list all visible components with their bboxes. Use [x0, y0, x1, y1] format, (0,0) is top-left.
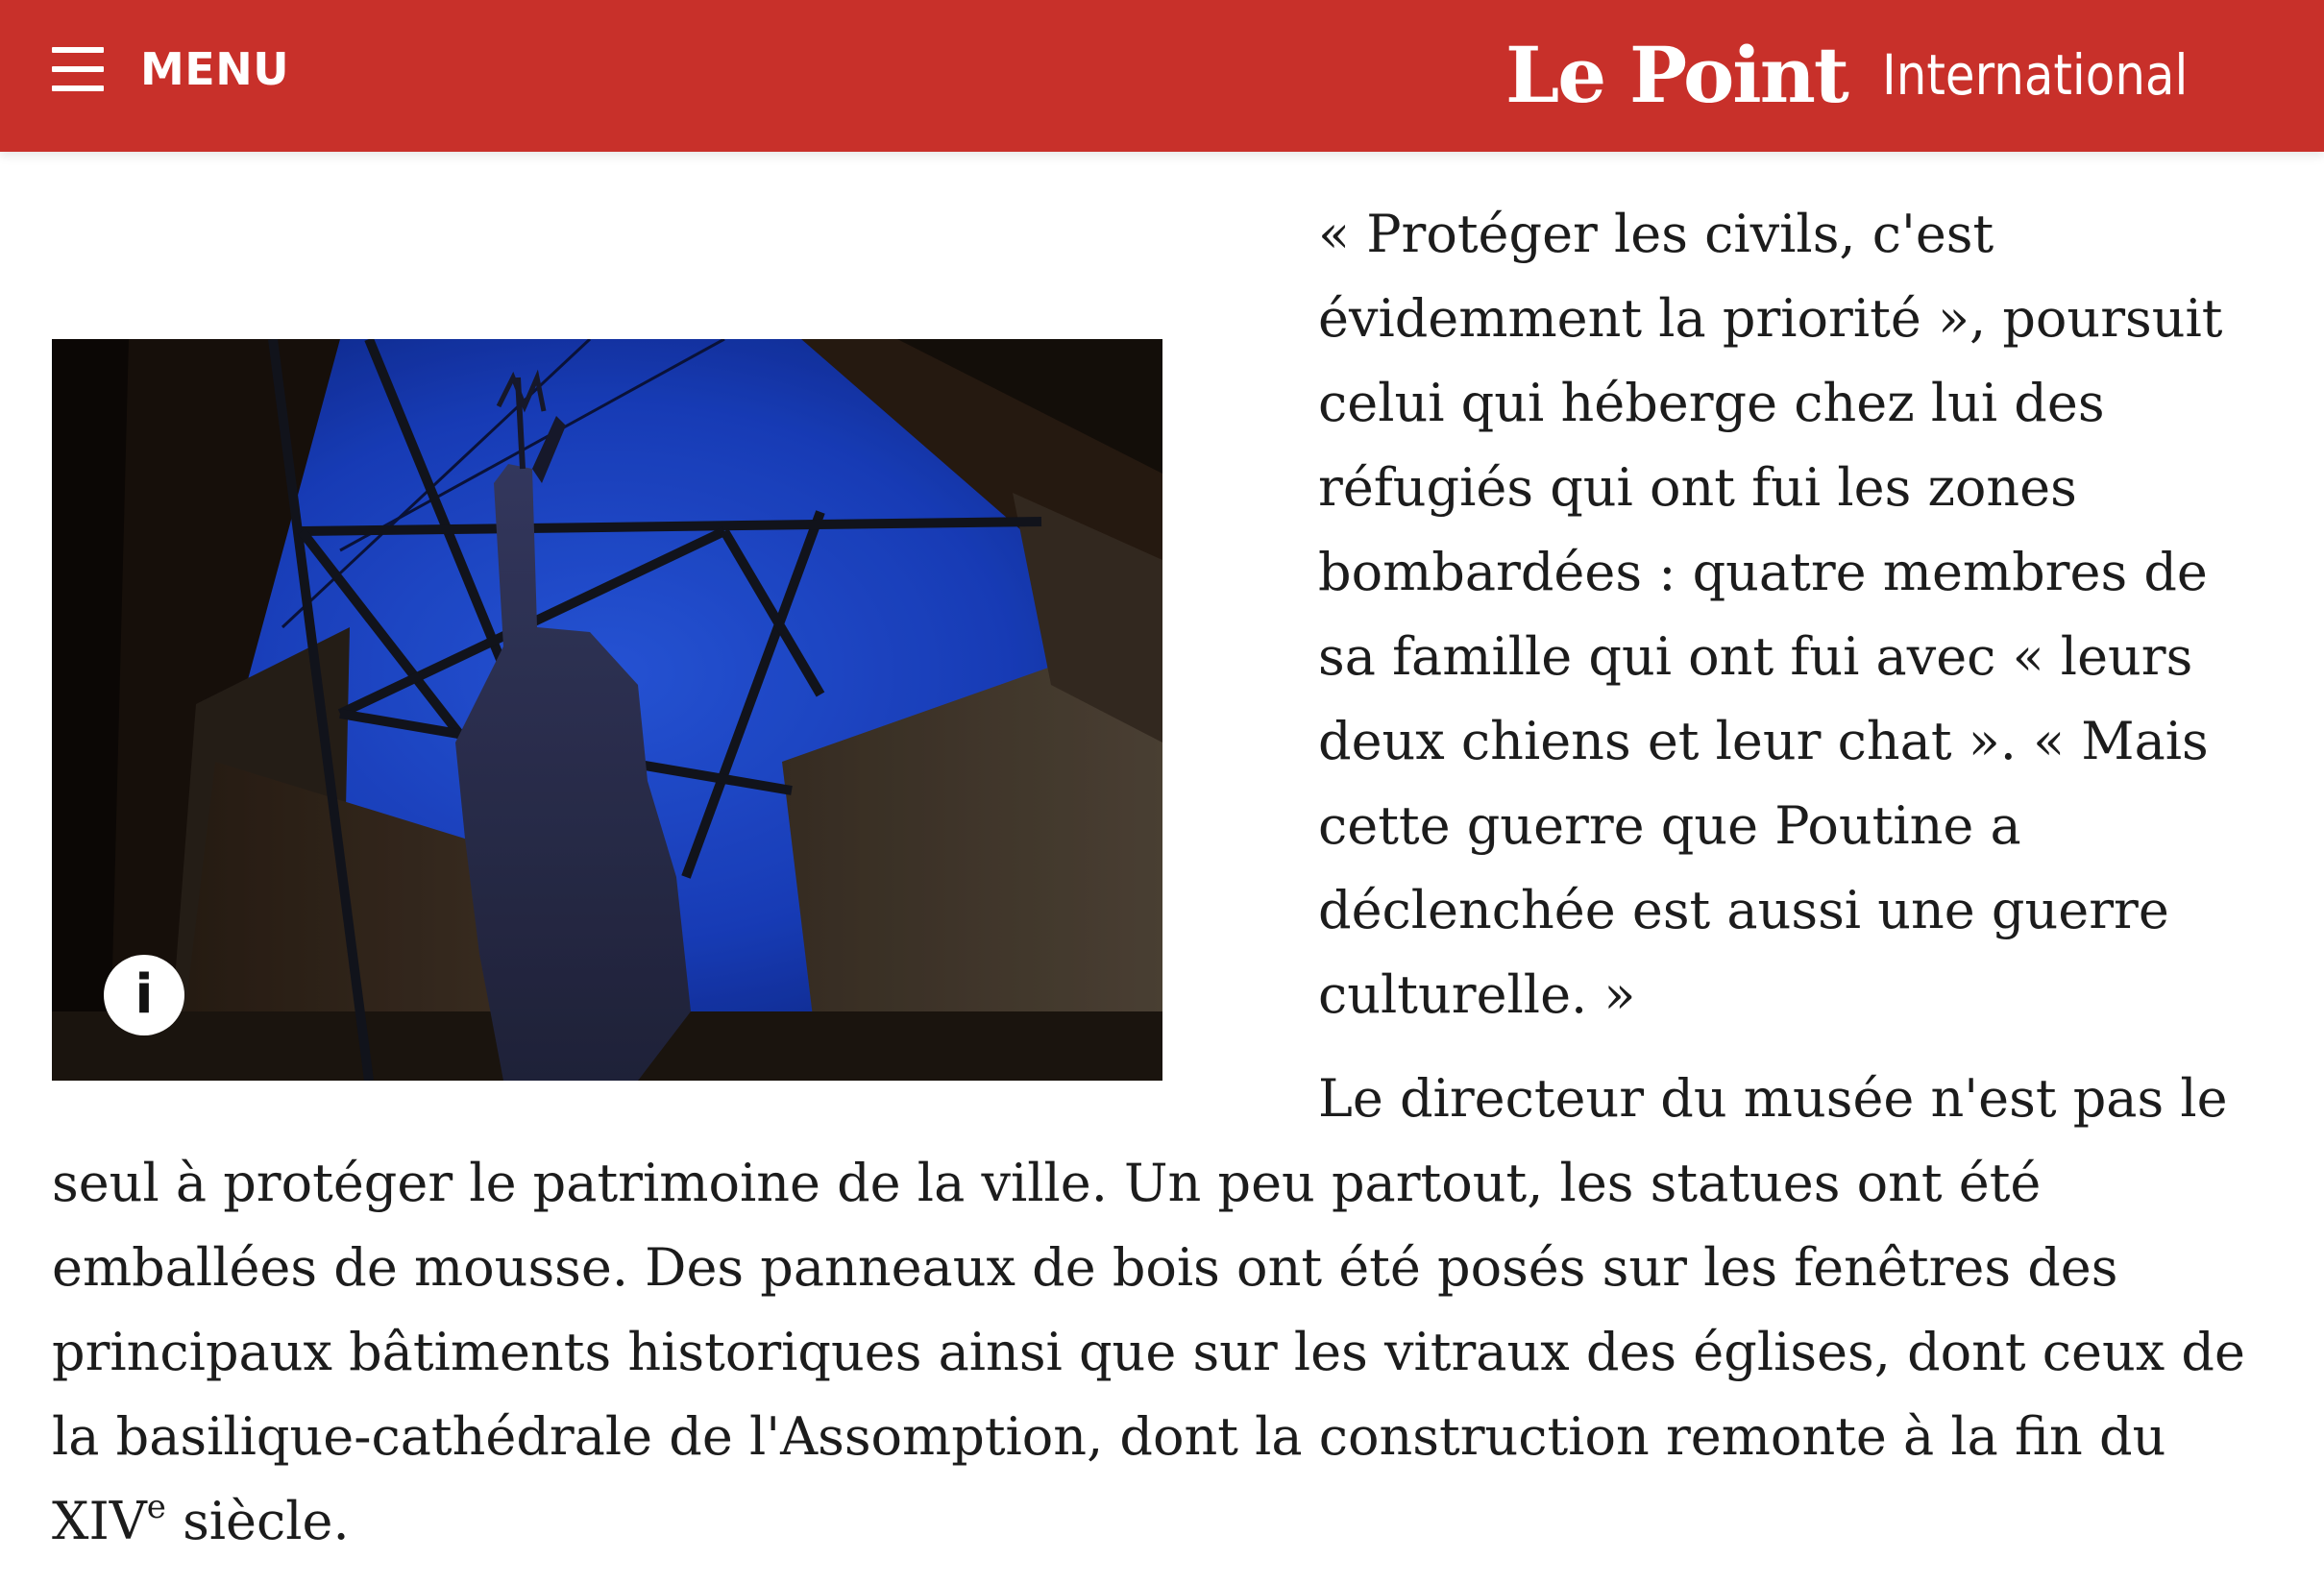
- article-photo[interactable]: [52, 339, 1162, 1081]
- article-paragraph-1: « Protéger les civils, c'est évidemment la priorité », poursuit celui qui héberge chez lui des réfugiés qui ont fui les zones bombardées : quatre membres de sa famille qui ont fui avec « leurs deux chiens et leur chat ». « Mais cette guerre que Poutine a déclenchée est aussi une guerre culturelle. »: [1318, 204, 2223, 1025]
- wrapped-statue-photo: [52, 339, 1162, 1081]
- menu-button[interactable]: [52, 40, 289, 98]
- hamburger-menu-icon[interactable]: [52, 43, 104, 95]
- century-superscript: e: [146, 1488, 166, 1526]
- menu-label[interactable]: MENU: [140, 43, 290, 95]
- photo-info-button[interactable]: i: [104, 955, 184, 1035]
- article-paragraph-2-end: siècle.: [165, 1491, 350, 1551]
- article-body: [52, 192, 2262, 1583]
- top-navigation-bar: [0, 0, 2324, 152]
- le-point-logo[interactable]: Le Point: [1504, 30, 1847, 120]
- article-paragraph-2-text: Le directeur du musée n'est pas le seul à protéger le patrimoine de la ville. Un peu partout, les statues ont été emballées de mousse. Des panneaux de bois ont été posés sur les fenêtres des principaux bâtiments historiques ainsi que sur les vitraux des églises, dont ceux de la basilique-cathédrale de l'Assomption, dont la construction remonte à la fin du XIV: [52, 1068, 2245, 1551]
- brand[interactable]: [1504, 29, 2189, 121]
- edition-label: International: [1881, 42, 2189, 108]
- article-paragraph-2: [52, 1057, 2262, 1564]
